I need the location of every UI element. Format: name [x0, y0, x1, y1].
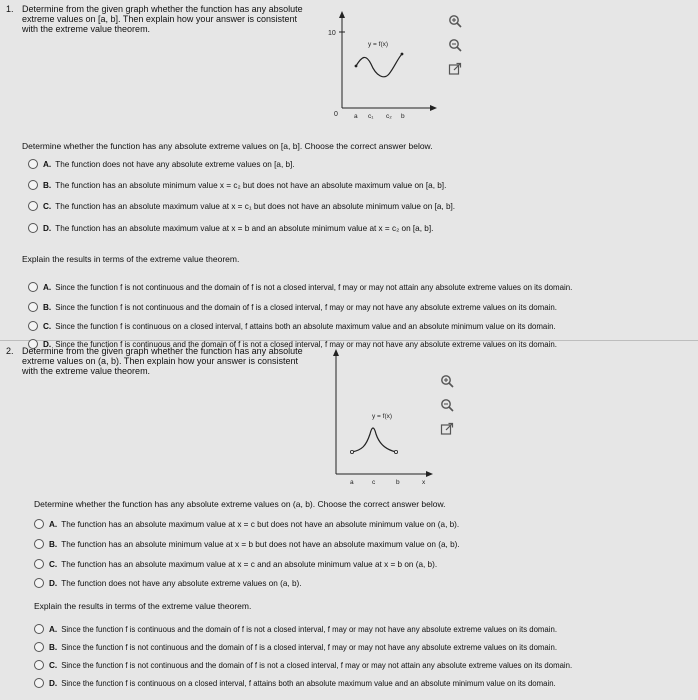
option-letter: B. [43, 180, 52, 190]
zoom-out-icon [440, 398, 454, 412]
option-letter: D. [43, 339, 52, 349]
zoom-in-icon [448, 14, 462, 28]
radio-button[interactable] [34, 660, 44, 670]
option-text: Since the function f is continuous and the domain of f is not a closed interval, f may or may not have any absolute extreme values on its domain. [55, 339, 557, 349]
option-letter: A. [43, 159, 52, 169]
popout-icon [448, 62, 462, 76]
x-label-b: b [401, 113, 405, 120]
question-2 [0, 339, 698, 700]
radio-button[interactable] [34, 539, 44, 549]
function-label: y = f(x) [368, 41, 389, 48]
zoom-in-button[interactable] [446, 12, 464, 30]
question-prompt: Determine from the given graph whether the function has any absolute extreme values on (a, b). Then explain how your answer is consistent with the extreme value theorem. [22, 346, 303, 376]
sub-question-2: Explain the results in terms of the extreme value theorem. [22, 254, 240, 264]
q1-explain-option-a[interactable] [28, 282, 572, 292]
question-number: 1. [6, 4, 14, 14]
option-text: Since the function f is not continuous and the domain of f is a closed interval, f may or may not have any absolute extreme values on its domain. [55, 302, 557, 312]
option-text: Since the function f is continuous on a closed interval, f attains both an absolute maximum value and an absolute minimum value on its domain. [61, 678, 556, 688]
option-text: Since the function f is continuous on a closed interval, f attains both an absolute maximum value and an absolute minimum value on its domain. [55, 321, 556, 331]
q2-explain-option-c[interactable] [34, 660, 572, 670]
function-curve [356, 54, 402, 77]
option-letter: B. [49, 642, 58, 652]
zoom-out-button[interactable] [438, 396, 456, 414]
y-axis-arrow [339, 11, 345, 18]
graph-tools [438, 372, 458, 444]
q1-option-d[interactable] [28, 223, 433, 233]
zoom-in-icon [440, 374, 454, 388]
option-text: The function has an absolute minimum value x = c₂ but does not have an absolute maximum value on [a, b]. [55, 180, 447, 190]
sub-question-1: Determine whether the function has any absolute extreme values on [a, b]. Choose the correct answer below. [22, 141, 433, 151]
option-text: Since the function f is not continuous and the domain of f is not a closed interval, f may or may not attain any absolute extreme values on its domain. [55, 282, 573, 292]
option-text: Since the function f is not continuous and the domain of f is not a closed interval, f may or may not attain any absolute extreme values on its domain. [61, 660, 573, 670]
option-text: Since the function f is continuous and the domain of f is not a closed interval, f may or may not have any absolute extreme values on its domain. [61, 624, 557, 634]
popout-icon [440, 422, 454, 436]
popout-button[interactable] [446, 60, 464, 78]
option-text: The function does not have any absolute extreme values on (a, b). [61, 578, 302, 588]
radio-button[interactable] [28, 159, 38, 169]
popout-button[interactable] [438, 420, 456, 438]
x-label-a: a [350, 479, 354, 486]
y-tick-label: 10 [328, 30, 336, 37]
zoom-in-button[interactable] [438, 372, 456, 390]
option-letter: D. [49, 678, 58, 688]
x-label-c2: c₂ [386, 113, 392, 120]
q2-option-a[interactable] [34, 519, 459, 529]
zoom-out-button[interactable] [446, 36, 464, 54]
origin-label: 0 [334, 111, 338, 118]
open-endpoint-b [394, 450, 397, 453]
option-letter: D. [43, 223, 52, 233]
q2-option-b[interactable] [34, 539, 460, 549]
q1-option-c[interactable] [28, 201, 455, 211]
radio-button[interactable] [28, 282, 38, 292]
q2-explain-option-a[interactable] [34, 624, 557, 634]
function-graph [328, 346, 440, 486]
x-axis-label: x [422, 479, 426, 486]
q2-option-c[interactable] [34, 559, 437, 569]
endpoint-b [401, 53, 404, 56]
option-text: The function has an absolute maximum value at x = b and an absolute minimum value at x = c₂ on [a, b]. [55, 223, 434, 233]
option-text: The function has an absolute maximum value at x = c₁ but does not have an absolute minimum value on [a, b]. [55, 201, 456, 211]
option-letter: A. [49, 519, 58, 529]
option-letter: C. [43, 321, 52, 331]
option-letter: B. [49, 539, 58, 549]
y-axis-arrow [333, 349, 339, 356]
zoom-out-icon [448, 38, 462, 52]
radio-button[interactable] [28, 321, 38, 331]
option-text: The function does not have any absolute extreme values on [a, b]. [55, 159, 295, 169]
x-label-a: a [354, 113, 358, 120]
question-prompt: Determine from the given graph whether the function has any absolute extreme values on [a, b]. Then explain how your answer is consistent with the extreme value theorem. [22, 4, 303, 34]
q1-option-b[interactable] [28, 180, 446, 190]
option-letter: C. [49, 660, 58, 670]
option-text: The function has an absolute maximum value at x = c and an absolute minimum value at x = b on (a, b). [61, 559, 438, 569]
radio-button[interactable] [34, 578, 44, 588]
option-letter: C. [49, 559, 58, 569]
radio-button[interactable] [28, 180, 38, 190]
radio-button[interactable] [28, 223, 38, 233]
x-axis-arrow [430, 105, 437, 111]
radio-button[interactable] [28, 302, 38, 312]
x-label-c: c [372, 479, 376, 486]
open-endpoint-a [350, 450, 353, 453]
graph-tools [446, 12, 466, 84]
radio-button[interactable] [34, 678, 44, 688]
endpoint-a [355, 65, 358, 68]
radio-button[interactable] [28, 201, 38, 211]
sub-question-1: Determine whether the function has any absolute extreme values on (a, b). Choose the correct answer below. [34, 499, 446, 509]
q1-explain-option-b[interactable] [28, 302, 557, 312]
x-axis-arrow [426, 471, 433, 477]
option-letter: A. [49, 624, 58, 634]
option-letter: C. [43, 201, 52, 211]
question-1 [0, 0, 698, 349]
option-text: The function has an absolute minimum value at x = b but does not have an absolute maximum value on (a, b). [61, 539, 460, 549]
q2-explain-option-d[interactable] [34, 678, 556, 688]
function-curve [352, 428, 396, 452]
q2-explain-option-b[interactable] [34, 642, 557, 652]
option-letter: D. [49, 578, 58, 588]
option-letter: A. [43, 282, 52, 292]
x-label-b: b [396, 479, 400, 486]
x-label-c1: c₁ [368, 113, 374, 120]
option-text: Since the function f is not continuous and the domain of f is a closed interval, f may or may not have any absolute extreme values on its domain. [61, 642, 557, 652]
radio-button[interactable] [34, 519, 44, 529]
option-text: The function has an absolute maximum value at x = c but does not have an absolute minimum value on (a, b). [61, 519, 460, 529]
function-label: y = f(x) [372, 413, 393, 420]
radio-button[interactable] [34, 642, 44, 652]
radio-button[interactable] [34, 624, 44, 634]
question-number: 2. [6, 346, 14, 356]
q2-option-d[interactable] [34, 578, 302, 588]
radio-button[interactable] [34, 559, 44, 569]
sub-question-2: Explain the results in terms of the extreme value theorem. [34, 601, 252, 611]
q1-option-a[interactable] [28, 159, 295, 169]
q1-explain-option-c[interactable] [28, 321, 556, 331]
option-letter: B. [43, 302, 52, 312]
function-graph [328, 8, 440, 120]
